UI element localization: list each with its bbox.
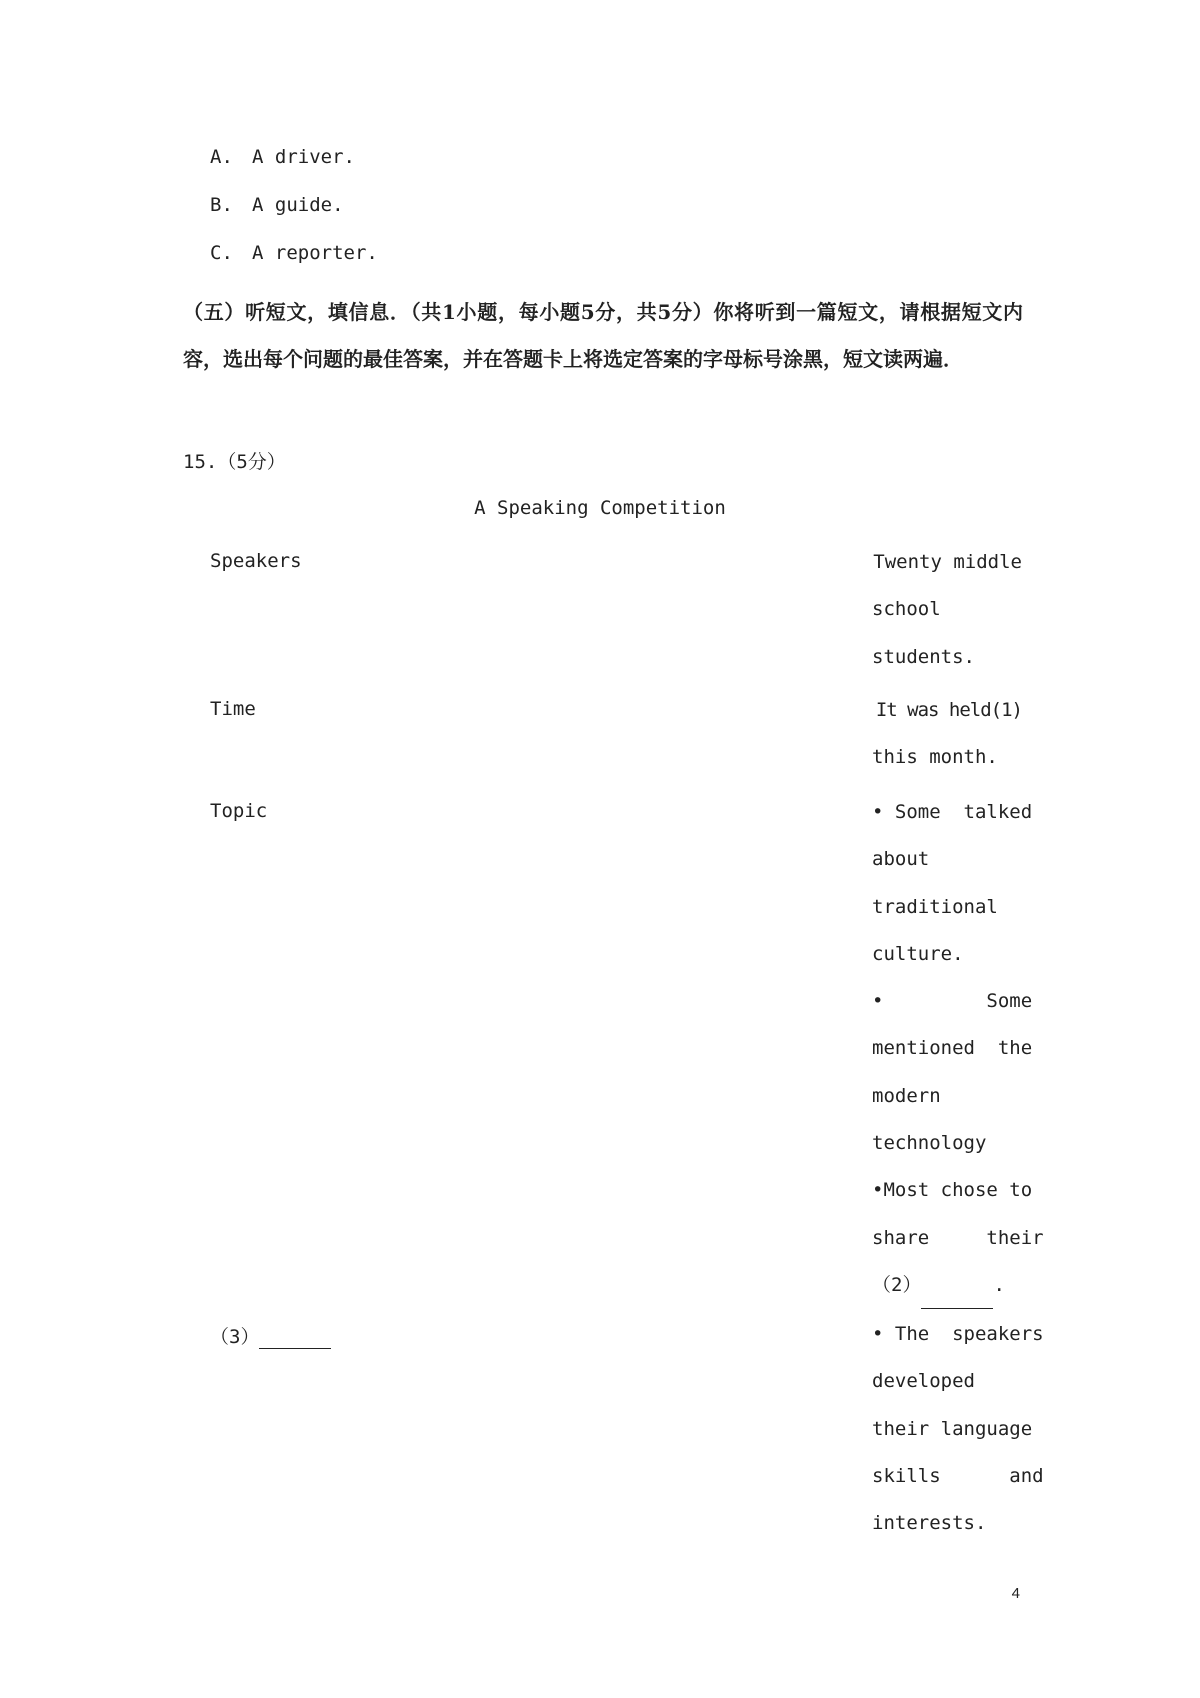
cell-line: share their [872,1226,1044,1249]
question-number: 15. [183,451,218,473]
option-a [210,146,355,168]
cell-line: • The speakers [872,1323,1044,1345]
cell-line: • Some talked [872,801,1033,823]
cell-line: Twenty middle [873,551,1022,573]
cell-line: traditional [872,895,998,918]
answer-blank [921,1286,993,1309]
blank-period: . [993,1273,1005,1296]
answer-blank [259,1326,331,1349]
row-label-speakers: Speakers [210,550,302,572]
cell-line: school [872,598,941,621]
row-content-speakers [872,539,1022,681]
row-label-topic: Topic [210,800,268,822]
cell-line: technology [872,1132,987,1155]
page-number: 4 [1011,1585,1020,1602]
cell-line: about [872,848,930,871]
cell-line: • Some [872,990,1033,1013]
option-letter: B. [210,194,233,216]
cell-line: culture. [872,942,964,965]
blank-number: （2） [872,1273,922,1296]
option-text: A reporter. [252,242,378,264]
option-b [210,194,344,216]
cell-line: •Most chose to [872,1179,1033,1202]
cell-line: mentioned the [872,1037,1033,1060]
question-15 [183,447,286,474]
table-title: A Speaking Competition [474,497,726,519]
row-content-topic [872,789,1044,1309]
cell-line: skills and [872,1464,1044,1487]
cell-line: It was held(1) [875,699,1022,721]
section-heading: （五）听短文，填信息．（共1小题，每小题5分，共5分）你将听到一篇短文，请根据短文内容，选出每个问题的最佳答案，并在答题卡上将选定答案的字母标号涂黑，短文读两遍． [183,300,1023,371]
row-content-blank-3 [872,1311,1044,1547]
cell-line-blank-2 [872,1262,1022,1309]
cell-line: this month. [872,746,998,769]
row-content-time [872,687,1022,782]
option-letter: C. [210,242,233,264]
row-label-blank-3 [210,1322,331,1349]
cell-line: interests. [872,1512,987,1535]
blank-number: （3） [210,1326,260,1348]
option-text: A guide. [252,194,344,216]
option-letter: A. [210,146,233,168]
cell-line: developed [872,1370,975,1393]
cell-line: their language [872,1417,1033,1440]
row-label-time: Time [210,698,256,720]
option-text: A driver. [252,146,355,168]
cell-line: modern [872,1084,941,1107]
question-score: （5分） [217,451,286,473]
cell-line: students. [872,645,975,668]
option-c [210,242,378,264]
